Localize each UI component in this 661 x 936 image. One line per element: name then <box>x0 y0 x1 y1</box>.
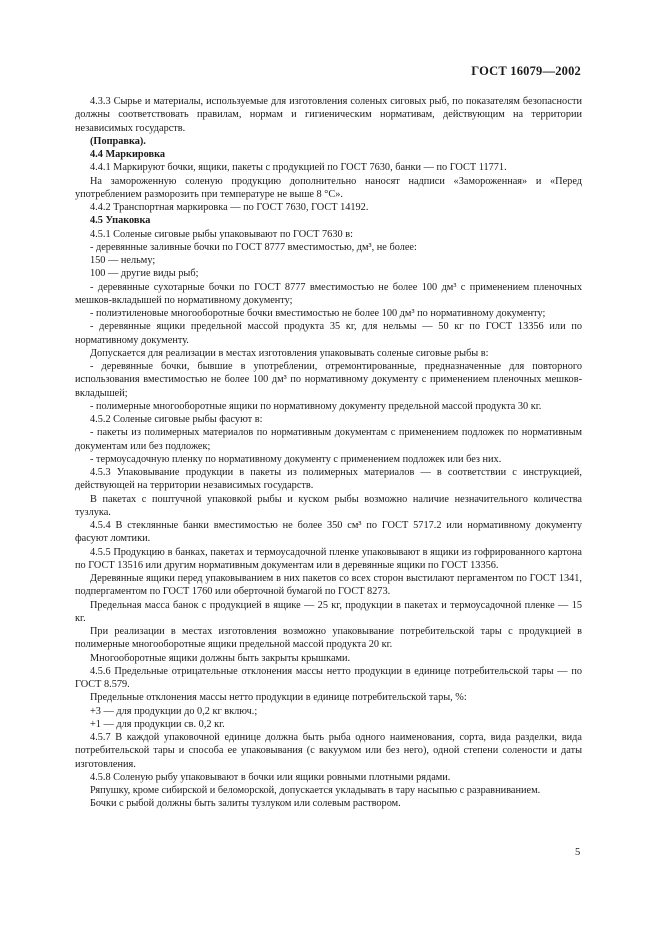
paragraph: 4.5.2 Соленые сиговые рыбы фасуют в: <box>90 414 263 425</box>
paragraph: +1 — для продукции св. 0,2 кг. <box>90 718 225 730</box>
paragraph: - полимерные многооборотные ящики по нормативному документу предельной массой продукта 30 кг. <box>90 400 542 412</box>
paragraph: 4.5.5 Продукцию в банках, пакетах и термоусадочной пленке упаковывают в ящики из гофрированного картона по ГОСТ 13516 или другим нормативным документам или в деревянные ящики по ГОСТ 13356. <box>75 546 582 571</box>
paragraph: 100 — другие виды рыб; <box>90 268 199 280</box>
paragraph: 4.5.3 Упаковывание продукции в пакеты из полимерных материалов — в соответствии с инструкцией, действующей на территории независимых государств. <box>75 467 582 492</box>
paragraph: 4.3.3 Сырье и материалы, используемые для изготовления соленых сиговых рыб, по показателям безопасности должны соответствовать правилам, нормам и гигиеническим нормативам, действующим на территории независимых государств. <box>75 96 582 134</box>
paragraph: - термоусадочную пленку по нормативному документу с применением подложек или без них. <box>90 453 502 465</box>
paragraph: Предельная масса банок с продукцией в ящике — 25 кг, продукции в пакетах и термоусадочной пленке — 15 кг. <box>75 599 582 624</box>
paragraph: Предельные отклонения массы нетто продукции в единице потребительской тары, %: <box>90 692 467 704</box>
document-body <box>75 95 582 811</box>
paragraph: Деревянные ящики перед упаковыванием в них пакетов со всех сторон выстилают пергаментом по ГОСТ 1341, подпергаментом по ГОСТ 1760 или оберточной бумагой по ГОСТ 8273. <box>75 573 582 598</box>
paragraph: При реализации в местах изготовления возможно упаковывание потребительской тары с продукцией в полимерные многооборотные ящики предельной массой продукта 20 кг. <box>75 626 582 651</box>
paragraph: Бочки с рыбой должны быть залиты тузлуком или солевым раствором. <box>90 798 401 810</box>
paragraph: - деревянные сухотарные бочки по ГОСТ 8777 вместимостью не более 100 дм³ с применением пленочных мешков-вкладышей по нормативному документу; <box>75 281 582 306</box>
paragraph: 4.5.7 В каждой упаковочной единице должна быть рыба одного наименования, сорта, вида разделки, вида потребительской тары и способа ее упаковывания (с вакуумом или без него), одной степени солености и даты изготовления. <box>75 732 582 770</box>
paragraph: 4.5.4 В стеклянные банки вместимостью не более 350 см³ по ГОСТ 5717.2 или нормативному документу фасуют ломтики. <box>75 520 582 545</box>
paragraph: - деревянные ящики предельной массой продукта 35 кг, для нельмы — 50 кг по ГОСТ 13356 или по нормативному документу. <box>75 321 582 346</box>
paragraph: В пакетах с поштучной упаковкой рыбы и куском рыбы возможно наличие незначительного количества тузлука. <box>75 493 582 518</box>
section-heading: 4.5 Упаковка <box>90 215 151 227</box>
paragraph: 150 — нельму; <box>90 255 156 266</box>
page-number: 5 <box>575 847 581 858</box>
paragraph: - пакеты из полимерных материалов по нормативным документам с применением подложек по нормативным документам или без подложек; <box>75 427 582 452</box>
paragraph: - деревянные заливные бочки по ГОСТ 8777 вместимостью, дм³, не более: <box>90 241 417 253</box>
paragraph: 4.4.1 Маркируют бочки, ящики, пакеты с продукцией по ГОСТ 7630, банки — по ГОСТ 11771. <box>90 162 507 174</box>
paragraph: 4.5.6 Предельные отрицательные отклонения массы нетто продукции в единице потребительской тары — по ГОСТ 8.579. <box>75 665 582 690</box>
paragraph: 4.5.1 Соленые сиговые рыбы упаковывают по ГОСТ 7630 в: <box>90 228 353 240</box>
paragraph: +3 — для продукции до 0,2 кг включ.; <box>90 705 258 717</box>
section-heading: (Поправка). <box>90 135 146 147</box>
paragraph: Многооборотные ящики должны быть закрыты крышками. <box>90 652 351 664</box>
paragraph: 4.4.2 Транспортная маркировка — по ГОСТ 7630, ГОСТ 14192. <box>90 202 369 213</box>
paragraph: - полиэтиленовые многооборотные бочки вместимостью не более 100 дм³ по нормативному документу; <box>90 308 546 319</box>
paragraph: Ряпушку, кроме сибирской и беломорской, допускается укладывать в тару насыпью с разравниванием. <box>90 785 541 796</box>
paragraph: На замороженную соленую продукцию дополнительно наносят надписи «Замороженная» и «Перед употреблением разморозить при температуре не выше 8 °С». <box>75 175 582 200</box>
paragraph: 4.5.8 Соленую рыбу упаковывают в бочки или ящики ровными плотными рядами. <box>90 771 451 783</box>
document-header: ГОСТ 16079—2002 <box>471 64 581 78</box>
paragraph: Допускается для реализации в местах изготовления упаковывать соленые сиговые рыбы в: <box>90 347 489 359</box>
section-heading: 4.4 Маркировка <box>90 149 166 160</box>
paragraph: - деревянные бочки, бывшие в употреблении, отремонтированные, предназначенные для повторного использования вместимостью не более 100 дм³ по нормативному документу с применением пленочных мешков-вкладышей; <box>75 361 582 399</box>
